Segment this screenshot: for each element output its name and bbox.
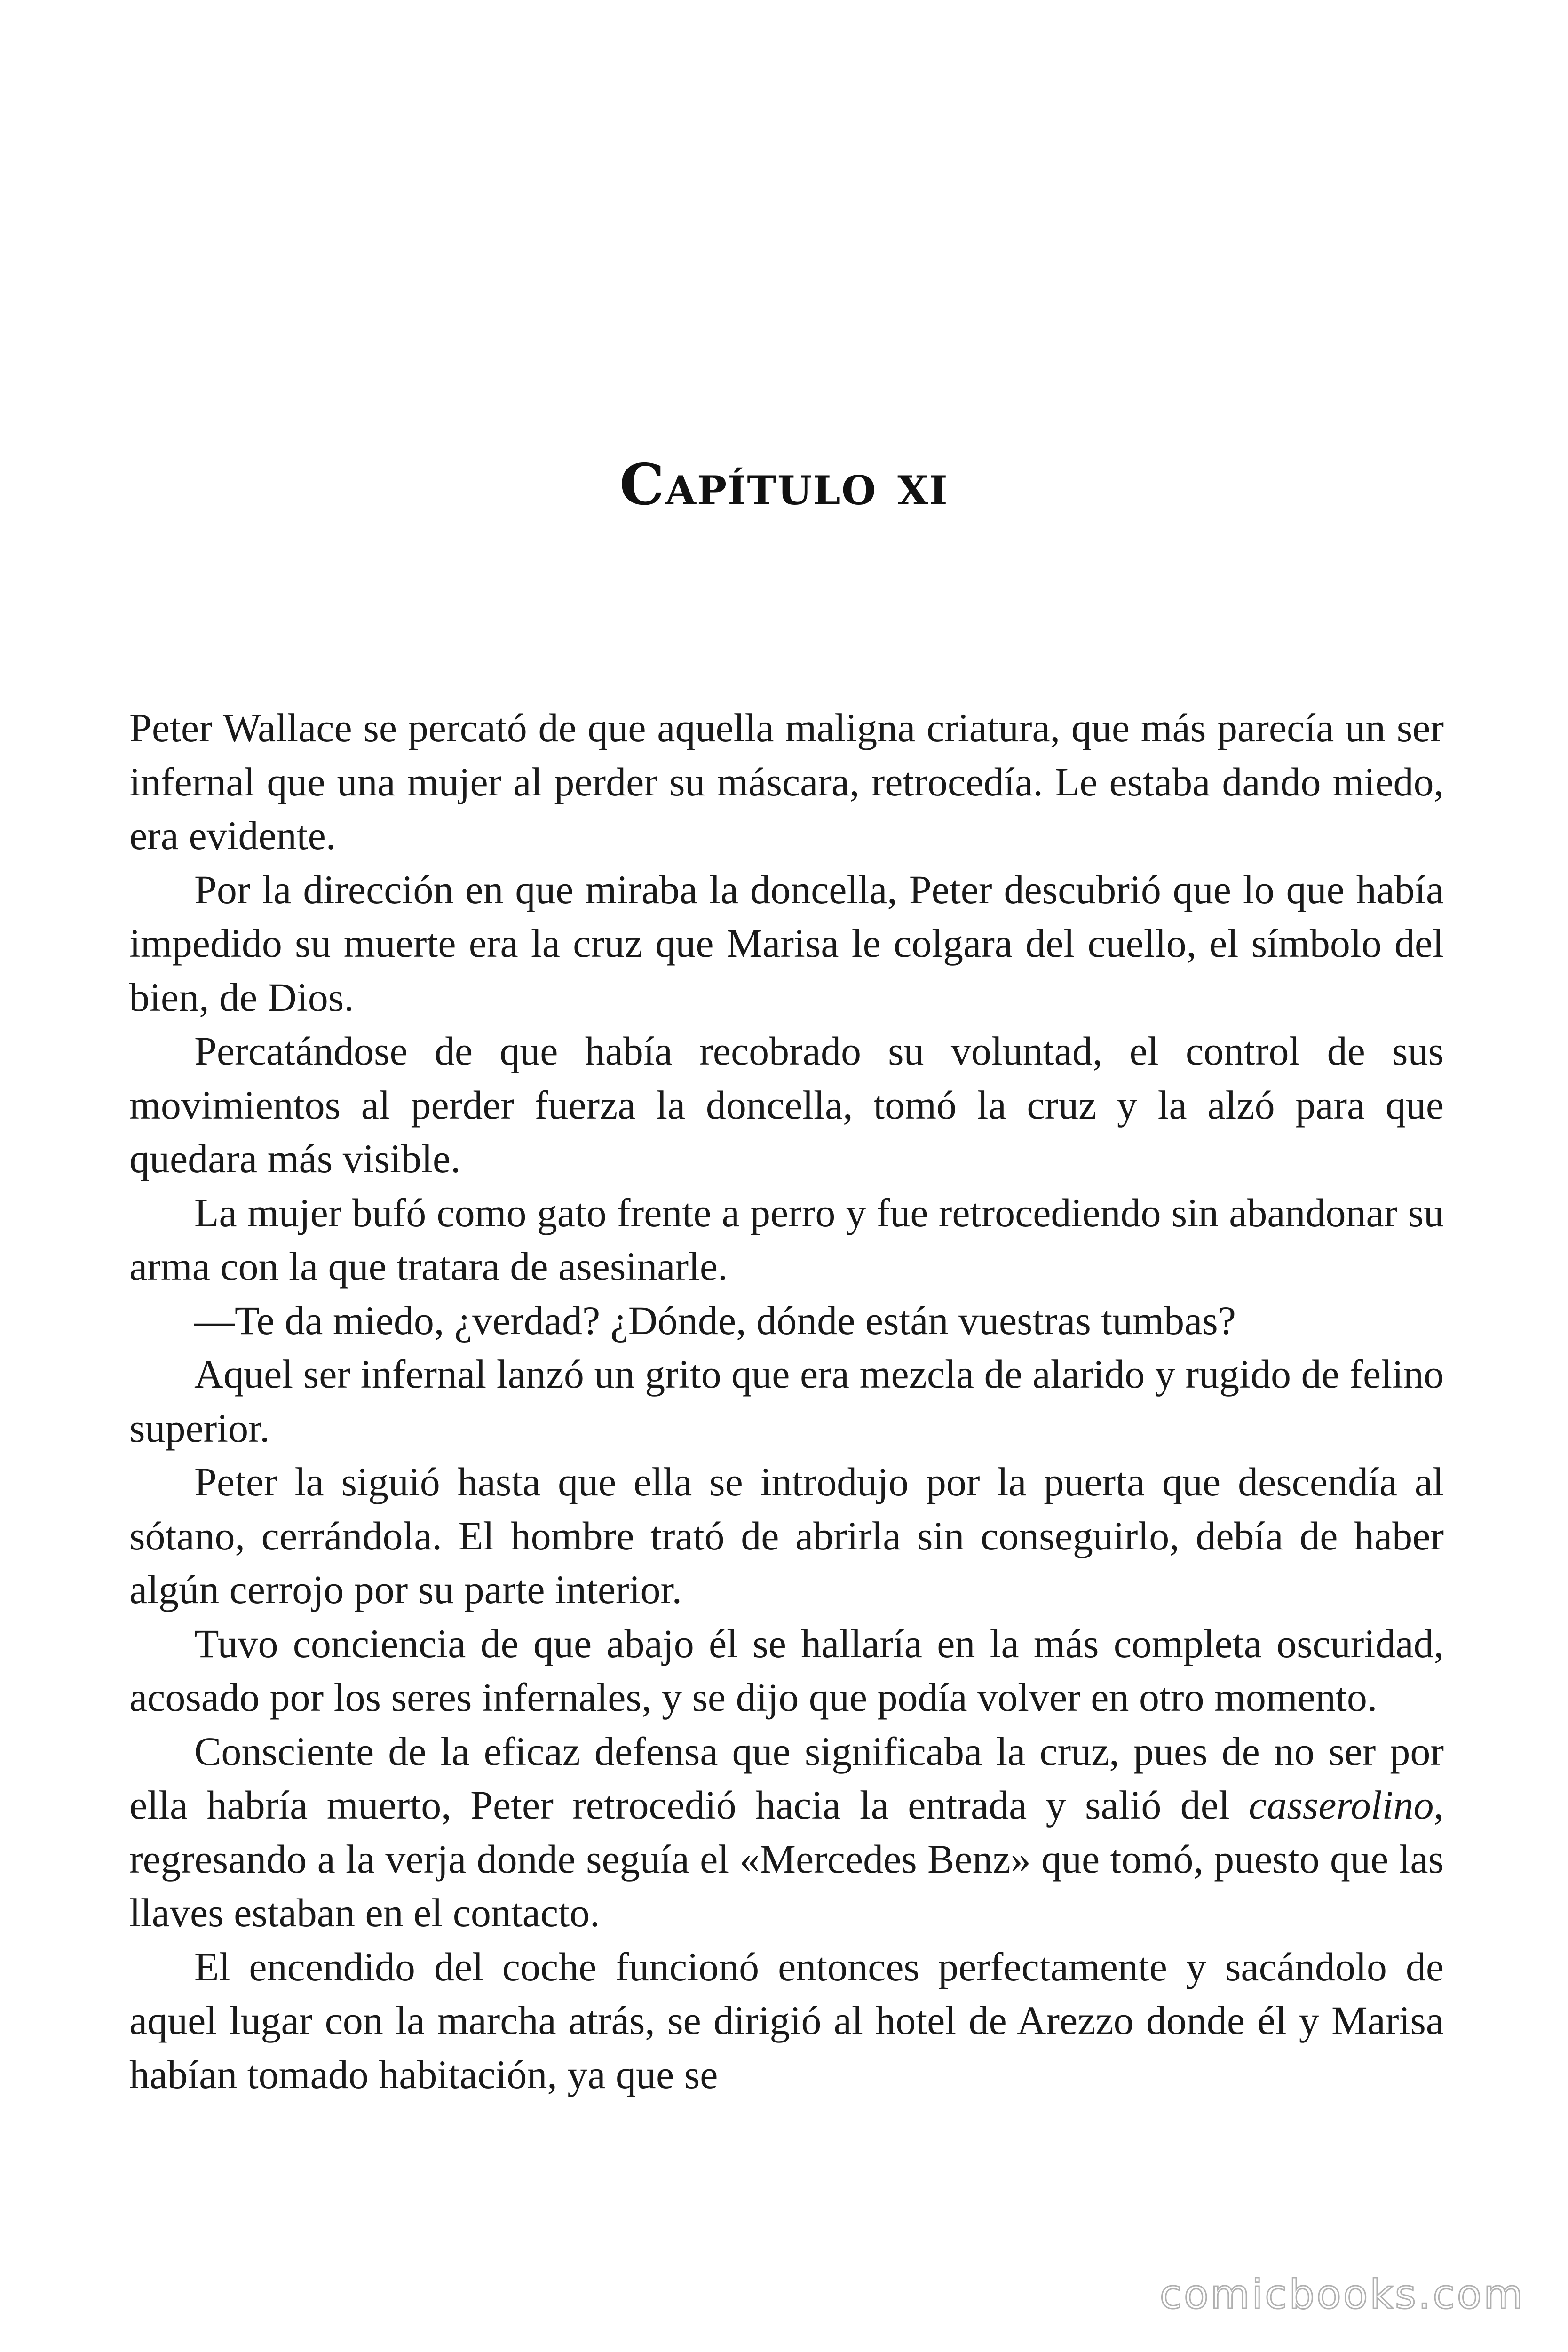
watermark: comicbooks.com	[1159, 2271, 1525, 2318]
paragraph-9-part-1: Consciente de la eficaz defensa que significaba la cruz, pues de no ser por ella habría muerto, Peter retrocedió hacia la entrada y salió del	[129, 1728, 1444, 1828]
chapter-title: Capítulo xi	[619, 452, 949, 518]
paragraph-10: El encendido del coche funcionó entonces perfectamente y sacándolo de aquel lugar con la marcha atrás, se dirigió al hotel de Arezzo donde él y Marisa habían tomado habitación, ya que se	[129, 1944, 1444, 2097]
paragraph-3: Percatándose de que había recobrado su voluntad, el control de sus movimientos al perder fuerza la doncella, tomó la cruz y la alzó para que quedara más visible.	[129, 1028, 1444, 1181]
paragraph-9-italic-word: casserolino	[1249, 1782, 1434, 1828]
paragraph-2: Por la dirección en que miraba la doncella, Peter descubrió que lo que había impedido su muerte era la cruz que Marisa le colgara del cuello, el símbolo del bien, de Dios.	[129, 866, 1444, 1020]
paragraph-6: Aquel ser infernal lanzó un grito que era mezcla de alarido y rugido de felino superior.	[129, 1351, 1444, 1451]
paragraph-9	[129, 1724, 1444, 1940]
paragraph-4: La mujer bufó como gato frente a perro y fue retrocediendo sin abandonar su arma con la que tratara de asesinarle.	[129, 1190, 1444, 1289]
paragraph-1: Peter Wallace se percató de que aquella maligna criatura, que más parecía un ser infernal que una mujer al perder su máscara, retrocedía. Le estaba dando miedo, era evidente.	[129, 705, 1444, 858]
chapter-body	[129, 701, 1444, 2101]
paragraph-7: Peter la siguió hasta que ella se introdujo por la puerta que descendía al sótano, cerrándola. El hombre trató de abrirla sin conseguirlo, debía de haber algún cerrojo por su parte interior.	[129, 1459, 1444, 1612]
paragraph-9-part-2: , regresando a la verja donde seguía el «Mercedes Benz» que tomó, puesto que las llaves estaban en el contacto.	[129, 1782, 1444, 1935]
paragraph-8: Tuvo conciencia de que abajo él se hallaría en la más completa oscuridad, acosado por los seres infernales, y se dijo que podía volver en otro momento.	[129, 1621, 1444, 1720]
paragraph-5-dialogue: —Te da miedo, ¿verdad? ¿Dónde, dónde están vuestras tumbas?	[194, 1297, 1236, 1343]
